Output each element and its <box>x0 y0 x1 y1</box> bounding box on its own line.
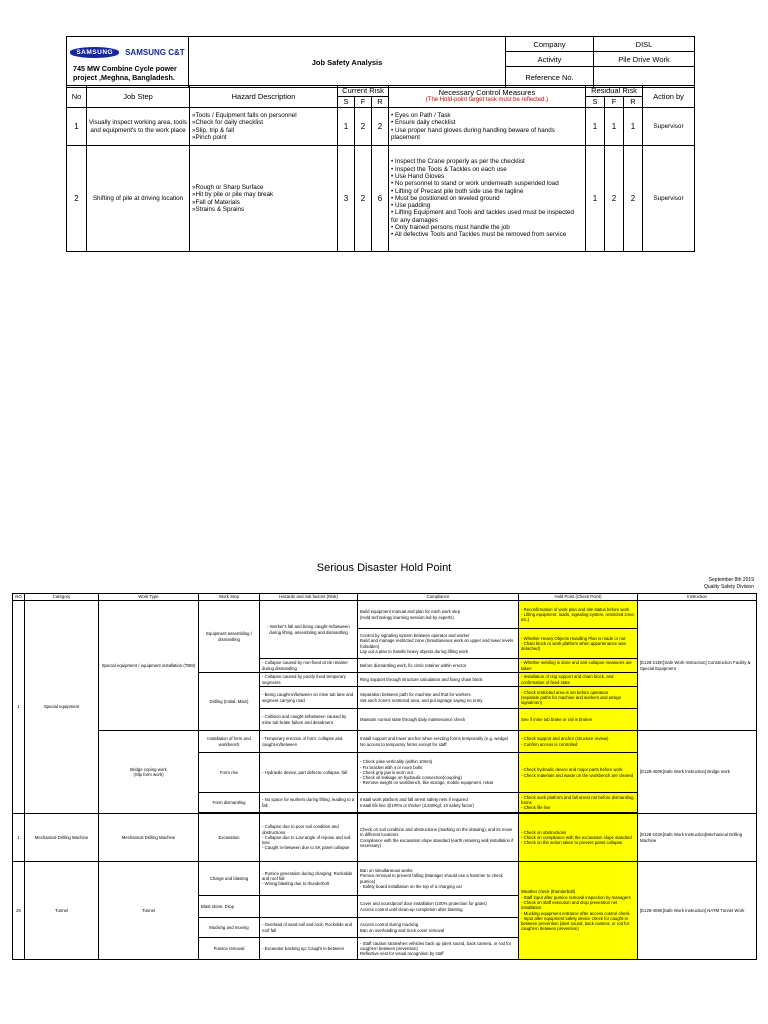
table-row <box>13 814 757 862</box>
hp-hold-point: - Check restricted area is set before operation (separate paths for machine and workers and assign signalmen) <box>519 687 638 709</box>
hp-col-hold-point: Hold Point (Check Point) <box>519 594 638 601</box>
table-row <box>13 601 757 629</box>
meta-value-activity: Pile Drive Work <box>594 52 695 67</box>
hp-compliance: Control by signaling system between operator and worker Build and manage restricted zone (Simultaneous work on upper and lower levels forbidden) Lay out a plan to handle heavy objects during lifting work <box>358 629 519 659</box>
col-job-step: Job Step <box>87 86 190 108</box>
table-row <box>13 731 757 753</box>
hp-compliance: Access control during mucking Ban on overloading and truck cover removal <box>358 918 519 938</box>
col-residual-s: S <box>586 97 605 108</box>
meta-label-activity: Activity <box>506 52 594 67</box>
hp-work-type: Bridge coping work (Slip form work) <box>99 731 199 814</box>
hp-work-step: Excavation <box>199 814 260 862</box>
hp-hazard: - Collision and caught-in/between caused by mine tub brake failure and derailment <box>260 709 358 731</box>
hp-hazard: - Worker's fall and being caught-in/between during lifting, assembling and dismantling <box>260 601 358 659</box>
hp-work-step: Equipment assembling / dismantling <box>199 601 260 673</box>
row-current-s: 3 <box>338 146 355 252</box>
hp-compliance: Ring Support through structure calculation and fixing chain block <box>358 673 519 687</box>
row-residual-f: 1 <box>605 108 624 146</box>
col-residual-f: F <box>605 97 624 108</box>
hp-work-step: Form dismantling <box>199 793 260 813</box>
col-no: No <box>67 86 87 108</box>
hp-compliance: Separation between path for machine and that for workers Set each zone's restricted area, and put signage saying no entry <box>358 687 519 709</box>
jsa-row <box>67 108 695 146</box>
hold-point-table <box>12 593 757 960</box>
hp-work-type: Special equipment / equipment installation (TBM) <box>99 601 199 731</box>
row-hazard: »Rough or Sharp Surface »Hit by pile or pile may break »Fall of Materials »Strains & Sprains <box>190 146 338 252</box>
hp-compliance: - Staff caution stranwhen vehicles back up (alert sound, back camera, or rod for caught-in between prevention) Reflective vest for visual recognition by staff <box>358 938 519 960</box>
hp-col-compliance: Compliance <box>358 594 519 601</box>
col-control-measures <box>389 86 586 108</box>
hp-hazard: - Temporary erection of form: collapse and caught-in/between <box>260 731 358 753</box>
sdh-date: September 8th 2019 <box>708 577 754 583</box>
meta-value-company: DISL <box>594 37 695 52</box>
hp-hazard <box>260 896 358 918</box>
row-action-by: Supervisor <box>643 146 695 252</box>
col-residual-r: R <box>624 97 643 108</box>
row-current-f: 2 <box>355 108 372 146</box>
hp-hold-point: See if mine tub brake or rail is broken <box>519 709 638 731</box>
row-residual-s: 1 <box>586 146 605 252</box>
meta-label-reference: Reference No. <box>506 67 594 88</box>
hp-hazard: - Collapse caused by poorly fixed temporary segments <box>260 673 358 687</box>
sdh-title: Serious Disaster Hold Point <box>316 562 452 574</box>
jsa-title: Job Safety Analysis <box>189 37 506 88</box>
sdh-date-block <box>704 577 754 590</box>
row-hazard: »Tools / Equipment falls on personnel »Check for daily checklist »Slip, trip & fall »Pinch point <box>190 108 338 146</box>
jsa-row <box>67 146 695 252</box>
hp-hazard: - Being caught-in/between on mine tub lane and segment carrying road <box>260 687 358 709</box>
hp-work-step: Installation of form and workbench <box>199 731 260 753</box>
hp-hold-point: - Installation of ring support and chain block, and confirmation of fixed state <box>519 673 638 687</box>
hp-compliance: Check on soil condition and obstructions (marking on the drawing), and its move to different locations Compliance with the excavation slope standard (earth retaining wall installation if necessary) <box>358 814 519 862</box>
hp-col-no: NO <box>13 594 25 601</box>
project-name: 745 MW Combine Cycle power project ,Meghna, Bangladesh. <box>73 63 177 82</box>
row-residual-f: 2 <box>605 146 624 252</box>
control-header-label: Necessary Control Measures <box>438 88 536 98</box>
row-job-step: Visually inspect working area, tools and equipment's to the work place <box>87 108 190 146</box>
col-current-f: F <box>355 97 372 108</box>
row-residual-r: 1 <box>624 108 643 146</box>
hp-work-step: Mucking and moving <box>199 918 260 938</box>
hp-hold-point: - Reconfirmation of work plan and site status before work - Lifting equipment, loads, signaling system, restricted zone, etc.) <box>519 601 638 629</box>
hp-compliance: Maintain normal state through daily maintenance check <box>358 709 519 731</box>
row-current-s: 1 <box>338 108 355 146</box>
meta-label-company: Company <box>506 37 594 52</box>
hp-category: Special equipment <box>25 601 99 814</box>
hp-work-step: Pumice removal <box>199 938 260 960</box>
hp-instruction: [E128-102K]Safe Work Instruction]Mechanical Drilling Machine <box>638 814 757 862</box>
hp-row-no: 1 <box>13 814 25 862</box>
hp-compliance: Cover and soundproof door installation (100% protection for gates) Access control until clean-up completion after blasting <box>358 896 519 918</box>
row-no: 1 <box>67 108 87 146</box>
hp-hold-point: Weather check (thunderbolt) - Staff input after pumice removal inspection by managers - Check on staff execution and drop prevention net installation - Mucking equipment entrance after access control check - Input after equipment safety device check for caught-in between prevention (alert sound, back camera, or rod for caught-in between prevention) <box>519 862 638 960</box>
hp-hold-point: - Whether Heavy Objects Handling Plan is made or not - Chain block or work platform when appurtenance was detached) <box>519 629 638 659</box>
hp-col-work-type: Work Type <box>99 594 199 601</box>
hp-instruction: [E128-21EK]Safe Work Instruction] Construction Facility & Special Equipment <box>638 601 757 731</box>
row-current-f: 2 <box>355 146 372 252</box>
hp-work-step: Charge and blasting <box>199 862 260 896</box>
row-residual-r: 2 <box>624 146 643 252</box>
hp-instruction: [E128-406K]Safe Work Instruction] NATM Tunnel Work <box>638 862 757 960</box>
row-residual-s: 1 <box>586 108 605 146</box>
samsung-logo-icon: SAMSUNG <box>70 47 119 58</box>
hp-compliance: Install support and lower anchor when erecting forms temporarily (e.g. wedge) No access to temporary forms except for staff <box>358 731 519 753</box>
row-current-r: 6 <box>372 146 389 252</box>
jsa-header-table <box>66 36 695 88</box>
col-current-risk: Current Risk <box>338 86 389 97</box>
row-no: 2 <box>67 146 87 252</box>
hp-hazard: - Collapse due to poor soil condition and obstructions - Collapse due to Low angle of repose and soil loss - Caught in-between due to SK panel collapse <box>260 814 358 862</box>
hp-work-step: Drilling (Initial, Main) <box>199 673 260 731</box>
hp-category: Tunnel <box>25 862 99 960</box>
row-control: • Inspect the Crane properly as per the checklist • Inspect the Tools & Tackles on each use • Use Hand Gloves • No personnel to stand or work underneath suspended load • Lifting of Precast pile both side use the tagline • Must be positioned on leveled ground • Use padding • Lifting Equipment and Tools and tackles used must be inspected for any damages • Only trained persons must handle the job • All defective Tools and Tackles must be removed from service <box>389 146 586 252</box>
col-action-by: Action by <box>643 86 695 108</box>
hp-hold-point: - Check support and anchor (structure review) - Confirm access is controlled <box>519 731 638 753</box>
hp-hazard: - Pumice generation during charging: Rockslide and roof fall - Wrong blasting due to thunderbolt <box>260 862 358 896</box>
hp-col-work-step: Work Step <box>199 594 260 601</box>
row-control: • Eyes on Path / Task • Ensure daily checklist • Use proper hand gloves during handling beware of hands placement <box>389 108 586 146</box>
hp-hold-point: - Whether welding is done and anti-collapse measures are taken <box>519 659 638 673</box>
hp-work-type: Tunnel <box>99 862 199 960</box>
hp-work-step: Form rise <box>199 753 260 793</box>
hp-col-instruction: Instruction <box>638 594 757 601</box>
hp-col-hazards: Hazards and risk factors (Risk) <box>260 594 358 601</box>
row-current-r: 2 <box>372 108 389 146</box>
hp-hold-point: - Check work platform and fall arrest net before dismantling forms - Check life line <box>519 793 638 813</box>
hp-hold-point: - Check on obstructions - Check on compliance with the excavation slope standard - Check on the action taken to prevent panel collapse <box>519 814 638 862</box>
hp-col-category: Category <box>25 594 99 601</box>
col-residual-risk: Residual Risk <box>586 86 643 97</box>
hp-category: Mechanical Drilling Machine <box>25 814 99 862</box>
company-logo-block <box>67 37 189 88</box>
sdh-division: Quality Safety Division <box>703 583 754 590</box>
hp-hazard: - Collapse caused by non-fixed circle retainer during dismantling <box>260 659 358 673</box>
hp-hazard: - Excavator backing up: Caught in-between <box>260 938 358 960</box>
hp-work-type: Mechanical Drilling Machine <box>99 814 199 862</box>
brand-name: SAMSUNG C&T <box>125 47 185 57</box>
row-action-by: Supervisor <box>643 108 695 146</box>
hp-compliance: Build equipment manual and plan for each work step (Hold technology learning session led by experts) <box>358 601 519 629</box>
row-job-step: Shifting of pile at driving location <box>87 146 190 252</box>
col-hazard: Hazard Description <box>190 86 338 108</box>
hp-hazard: - No space for workers during lifting, leading to a fall <box>260 793 358 813</box>
hp-hazard: - Hydraulic device, part defects: collapse, fall <box>260 753 358 793</box>
jsa-body-table <box>66 85 695 252</box>
table-row <box>13 862 757 896</box>
hp-compliance: Before dismantling work, fix circle retainer within erector <box>358 659 519 673</box>
hp-hazard: - Overload of sand soil and rock: Rockslide and roof fall <box>260 918 358 938</box>
hp-hold-point: - Check hydraulic device and major parts before work - Check materials and waste on the workbench are cleared <box>519 753 638 793</box>
hp-instruction: [E128-400K]Safe Work Instruction] Bridge work <box>638 731 757 814</box>
col-current-r: R <box>372 97 389 108</box>
hp-compliance: Install work platform and fall arrest safety nets if required Install life line @1##m or thicker (2,340Kgf, 10 safety factor) <box>358 793 519 813</box>
hp-compliance: Ban on simultaneous works Pumice removal to prevent falling (Manager should use a hammer to check pumice) - Safety board installation on the top of a charging car <box>358 862 519 896</box>
hold-point-note: (The Hold-point target task must be reflected.) <box>425 96 549 103</box>
hp-work-step: Blast stone: Drop <box>199 896 260 918</box>
hp-row-no: 26 <box>13 862 25 960</box>
hp-row-no: 1 <box>13 601 25 814</box>
col-current-s: S <box>338 97 355 108</box>
hp-compliance: - Check yoke verticality (within 10mm) - Fix bracket with 4 or more bolts - Check grip jaw is worn out - Check oil leakage on hydraulic connection(coupling) - Remove weight on workbench, like storage, mobile equipment, rebar <box>358 753 519 793</box>
